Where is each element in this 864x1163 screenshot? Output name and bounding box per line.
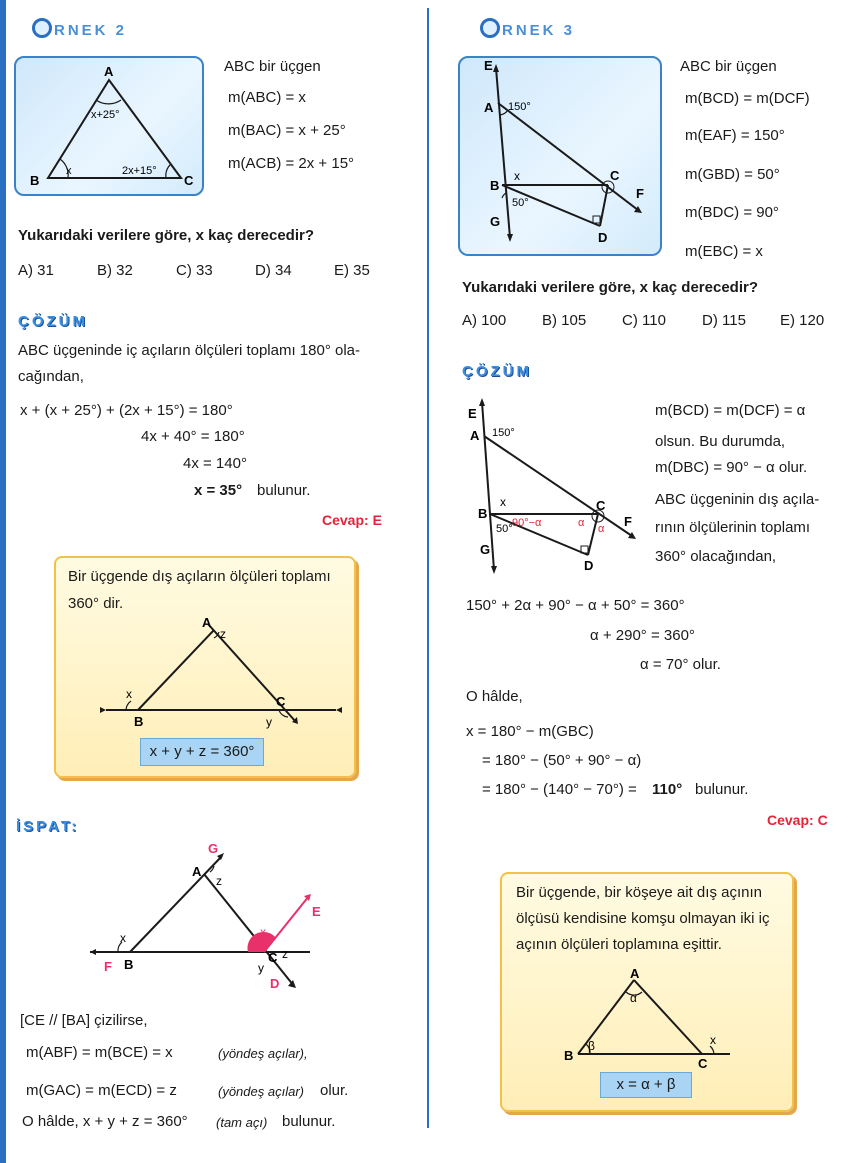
svg-text:50°: 50°: [496, 523, 513, 535]
proof-line-1: [CE // [BA] çizilirse,: [20, 1012, 148, 1029]
ex3-question: Yukarıdaki verilere göre, x kaç derecedir?: [462, 279, 759, 296]
example-2-label: RNEK 2: [32, 18, 127, 39]
ex3-result-suffix: bulunur.: [695, 781, 749, 798]
right-angle-mark: [593, 216, 600, 223]
svg-text:A: A: [192, 864, 202, 879]
arrow-g-icon: [507, 234, 513, 242]
triangle-abc: [48, 80, 181, 178]
ex2-choice-e: E) 35: [334, 262, 370, 279]
ex3-given-2: m(BCD) = m(DCF): [685, 90, 810, 107]
angle-b-label: x: [66, 165, 72, 177]
ex3-ohalde: O hâlde,: [466, 688, 523, 705]
svg-text:B: B: [134, 714, 144, 729]
svg-text:B: B: [564, 1048, 574, 1063]
svg-text:C: C: [268, 950, 278, 965]
ex2-equation-1: x + (x + 25°) + (2x + 15°) = 180°: [20, 402, 233, 419]
ex3-side-line-2: olsun. Bu durumda,: [655, 433, 786, 450]
exterior-angles-figure: [96, 610, 346, 734]
ex3-choice-d: D) 115: [702, 312, 746, 329]
svg-text:A: A: [484, 100, 494, 115]
arrow-right-icon: [336, 707, 342, 713]
ex3-choice-a: A) 100: [462, 312, 507, 329]
angle-a-arc: [96, 100, 121, 104]
ex3-given-1: ABC bir üçgen: [680, 58, 777, 75]
angle-a-label: x+25°: [91, 109, 120, 121]
ex2-choice-d: D) 34: [255, 262, 292, 279]
ex2-answer: Cevap: E: [322, 512, 382, 528]
note2-line-1: Bir üçgende, bir köşeye ait dış açının: [516, 884, 762, 901]
exterior-angle-theorem-note: [500, 872, 794, 1112]
svg-text:C: C: [610, 168, 620, 183]
ex2-equation-3: 4x = 140°: [183, 455, 247, 472]
svg-text:E: E: [468, 406, 477, 421]
svg-text:z: z: [282, 947, 288, 961]
svg-text:C: C: [596, 498, 606, 513]
note2-line-3: açının ölçüleri toplamına eşittir.: [516, 936, 722, 953]
svg-text:α: α: [578, 517, 585, 529]
ex3-equation-2: α + 290° = 360°: [590, 627, 695, 644]
ex3-equation-5: = 180° − (50° + 90° − α): [482, 752, 642, 769]
ex3-given-6: m(EBC) = x: [685, 243, 763, 260]
proof-line-2-note: (yöndeş açılar),: [218, 1046, 308, 1061]
exterior-angle-theorem-figure: [554, 966, 734, 1071]
proof-line-4: O hâlde, x + y + z = 360°: [22, 1113, 188, 1130]
proof-line-3: m(GAC) = m(ECD) = z: [26, 1082, 177, 1099]
line-eg: [496, 68, 510, 238]
ex2-given-2: m(ABC) = x: [228, 89, 306, 106]
proof-figure: [84, 838, 321, 991]
svg-text:C: C: [276, 694, 286, 709]
ex2-solution-line-2: cağından,: [18, 368, 84, 385]
ex3-side-line-3: m(DBC) = 90° − α olur.: [655, 459, 808, 476]
ex3-side-line-5: rının ölçülerinin toplamı: [655, 519, 811, 536]
ex3-choice-b: B) 105: [542, 312, 587, 329]
note-formula: x + y + z = 360°: [140, 738, 264, 766]
ornek-logo-icon: [32, 18, 52, 38]
svg-text:C: C: [698, 1056, 708, 1071]
left-page-edge: [0, 0, 6, 1163]
arrow-f-icon: [90, 949, 96, 955]
ex2-solution-heading: ÇÖZÜM: [18, 313, 88, 330]
example-3-label: RNEK 3: [480, 18, 575, 39]
svg-text:z: z: [216, 874, 222, 888]
ex3-choice-c: C) 110: [622, 312, 666, 329]
svg-text:150°: 150°: [508, 101, 531, 113]
angle-c-arc: [166, 164, 171, 178]
ex3-solution-heading: ÇÖZÜM: [462, 363, 532, 380]
svg-text:x: x: [500, 495, 506, 509]
svg-text:A: A: [202, 615, 212, 630]
arrow-e-icon: [493, 64, 499, 72]
svg-text:x: x: [260, 925, 266, 939]
ex3-equation-3: α = 70° olur.: [640, 656, 721, 673]
svg-text:α: α: [630, 991, 637, 1005]
vertex-a-label: A: [104, 64, 114, 79]
svg-text:x: x: [710, 1033, 716, 1047]
svg-text:90°−α: 90°−α: [512, 517, 542, 529]
svg-text:A: A: [630, 966, 640, 981]
ex3-given-3: m(EAF) = 150°: [685, 127, 785, 144]
svg-text:G: G: [208, 841, 219, 856]
svg-text:E: E: [484, 58, 493, 73]
arrow-left-icon: [100, 707, 106, 713]
svg-text:D: D: [598, 230, 608, 245]
svg-text:y: y: [258, 961, 264, 975]
ex2-given-1: ABC bir üçgen: [224, 58, 321, 75]
exterior-angle-sum-note: [54, 556, 356, 778]
ornek-logo-icon: [480, 18, 500, 38]
svg-text:G: G: [490, 214, 501, 229]
ex2-result: x = 35°: [194, 482, 243, 499]
ex3-given-5: m(BDC) = 90°: [685, 204, 779, 221]
ex3-given-4: m(GBD) = 50°: [685, 166, 780, 183]
ex3-solution-figure: [460, 392, 646, 574]
proof-line-2: m(ABF) = m(BCE) = x: [26, 1044, 173, 1061]
ex2-question: Yukarıdaki verilere göre, x kaç derecedir?: [18, 227, 315, 244]
ex2-given-3: m(BAC) = x + 25°: [228, 122, 346, 139]
ex2-result-suffix: bulunur.: [257, 482, 311, 499]
example-3-diagram: [460, 58, 660, 254]
svg-text:x: x: [120, 931, 126, 945]
svg-text:50°: 50°: [512, 197, 529, 209]
ex3-choice-e: E) 120: [780, 312, 825, 329]
ex3-side-line-1: m(BCD) = m(DCF) = α: [655, 402, 806, 419]
svg-text:z: z: [220, 627, 226, 641]
ex3-equation-6: = 180° − (140° − 70°) =: [482, 781, 637, 798]
side-ab: [138, 630, 214, 710]
ex3-answer: Cevap: C: [767, 812, 828, 828]
svg-text:x: x: [126, 687, 132, 701]
ex2-choice-a: A) 31: [18, 262, 54, 279]
vertex-c-label: C: [184, 173, 194, 188]
svg-text:F: F: [104, 959, 112, 974]
ex2-given-4: m(ACB) = 2x + 15°: [228, 155, 355, 172]
svg-text:D: D: [584, 558, 594, 573]
svg-text:y: y: [266, 715, 272, 729]
triangle-figure: [16, 58, 202, 194]
proof-heading: İSPAT:: [16, 818, 80, 835]
svg-text:B: B: [124, 957, 134, 972]
proof-line-4-note: (tam açı): [216, 1115, 268, 1130]
example-2-figure: [14, 56, 204, 196]
svg-text:β: β: [588, 1039, 595, 1053]
svg-text:F: F: [636, 186, 644, 201]
ex3-side-line-6: 360° olacağından,: [655, 548, 777, 565]
svg-text:E: E: [312, 904, 321, 919]
svg-text:B: B: [490, 178, 500, 193]
ex3-equation-1: 150° + 2α + 90° − α + 50° = 360°: [466, 597, 685, 614]
proof-line-4-end: bulunur.: [282, 1113, 336, 1130]
vertex-b-label: B: [30, 173, 40, 188]
svg-text:D: D: [270, 976, 280, 991]
svg-text:F: F: [624, 514, 632, 529]
note2-formula: x = α + β: [600, 1072, 692, 1098]
svg-text:G: G: [480, 542, 491, 557]
note-line-1: Bir üçgende dış açıların ölçüleri toplamı: [68, 568, 331, 585]
line-af: [498, 103, 638, 210]
note-line-2: 360° dir.: [68, 595, 124, 612]
ex3-side-line-4: ABC üçgeninin dış açıla-: [655, 491, 820, 508]
svg-text:α: α: [598, 523, 605, 535]
column-divider: [427, 8, 429, 1128]
ex2-choice-b: B) 32: [97, 262, 133, 279]
svg-text:150°: 150°: [492, 427, 515, 439]
angle-c-label: 2x+15°: [122, 165, 157, 177]
ex2-equation-2: 4x + 40° = 180°: [141, 428, 245, 445]
svg-text:B: B: [478, 506, 488, 521]
ex2-solution-line-1: ABC üçgeninde iç açıların ölçüleri toplamı 180° ola-: [18, 342, 361, 359]
svg-text:x: x: [514, 169, 520, 183]
ex3-result: 110°: [652, 781, 683, 798]
ex3-equation-4: x = 180° − m(GBC): [466, 723, 594, 740]
arrow-g-icon: [491, 566, 497, 574]
arrow-e-icon: [479, 398, 485, 406]
proof-side-ab: [130, 856, 222, 952]
ex2-choice-c: C) 33: [176, 262, 213, 279]
proof-line-3-end: olur.: [320, 1082, 349, 1099]
svg-text:A: A: [470, 428, 480, 443]
example-3-figure: [458, 56, 662, 256]
proof-line-3-note: (yöndeş açılar): [218, 1084, 304, 1099]
note2-line-2: ölçüsü kendisine komşu olmayan iki iç: [516, 910, 770, 927]
